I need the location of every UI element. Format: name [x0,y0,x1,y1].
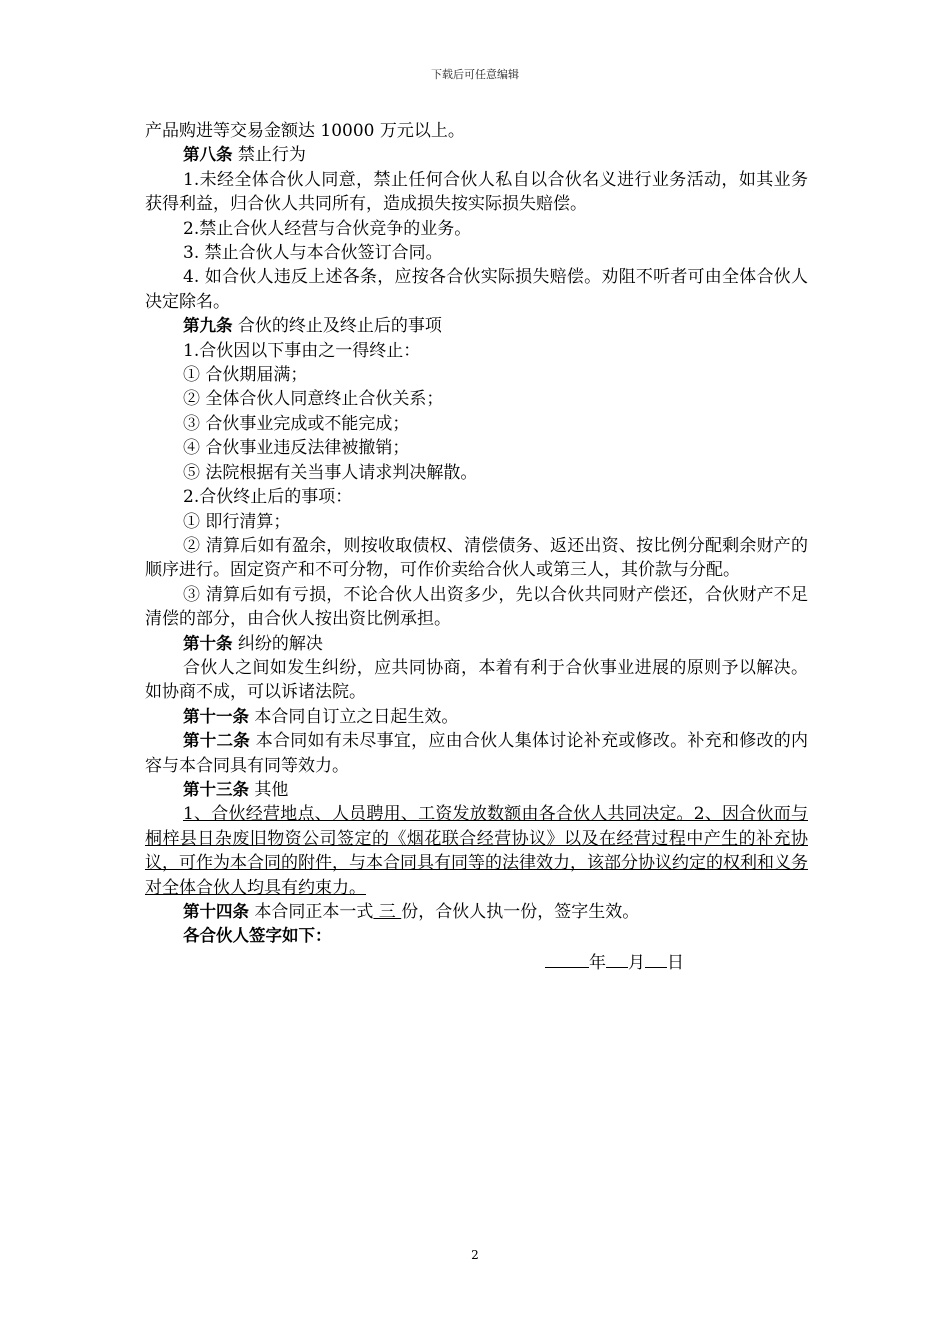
article-9-heading [145,314,808,338]
article-subject: 其他 [249,779,289,800]
list-item: ① 即行清算； [183,511,291,532]
year-blank [545,949,589,968]
day-label: 日 [667,952,684,973]
article-title: 第八条 [183,145,233,165]
paragraph: 产品购进等交易金额达 10000 万元以上。 [145,121,465,141]
article-subject: 合伙的终止及终止后的事项 [232,316,442,337]
article-10-heading [145,632,808,656]
article-11 [145,705,808,729]
article-14 [145,900,808,924]
list-item: ③ 清算后如有亏损，不论合伙人出资多少，先以合伙共同财产偿还，合伙财产不足清偿的部分，由合伙人按出资比例承担。 [145,584,808,630]
article-13-heading [145,778,808,802]
article-text: 本合同自订立之日起生效。 [249,706,459,727]
page-number: 2 [471,1248,479,1262]
list-item: ⑤ 法院根据有关当事人请求判决解散。 [183,462,478,483]
list-item: ③ 合伙事业完成或不能完成； [183,413,410,434]
article-title: 第九条 [183,316,233,336]
article-title: 第十三条 [183,779,249,799]
paragraph: 2.合伙终止后的事项： [183,487,353,508]
list-item: ④ 合伙事业违反法律被撤销； [183,438,410,459]
article-subject: 禁止行为 [232,145,306,166]
underlined-clause: 1、合伙经营地点、人员聘用、工资发放数额由各合伙人共同决定。2、因合伙而与桐梓县日杂废旧物资公司签定的《烟花联合经营协议》以及在经营过程中产生的补充协议，可作为本合同的附件，与本合同具有同等的法律效力，该部分协议约定的权利和义务对全体合伙人均具有约束力。 [145,804,808,898]
copy-count: 三 [373,902,402,922]
article-12 [145,729,808,778]
year-label: 年 [589,952,606,973]
paragraph: 合伙人之间如发生纠纷，应共同协商，本着有利于合伙事业进展的原则予以解决。如协商不成，可以诉诸法院。 [145,657,808,703]
article-8-heading [145,143,808,167]
paragraph: 3. 禁止合伙人与本合伙签订合同。 [183,243,443,264]
article-title: 第十一条 [183,706,249,726]
article-text: 本合同正本一式 [249,902,374,922]
month-label: 月 [628,952,645,973]
article-text: 本合同如有未尽事宜，应由合伙人集体讨论补充或修改。补充和修改的内容与本合同具有同等效力。 [145,731,809,776]
article-text: 份，合伙人执一份，签字生效。 [401,902,640,922]
article-title: 第十二条 [183,731,251,751]
list-item: ② 清算后如有盈余，则按收取债权、清偿债务、返还出资、按比例分配剩余财产的顺序进行。固定资产和不可分物，可作价卖给合伙人或第三人，其价款与分配。 [145,535,808,581]
day-blank [645,949,667,968]
page-header: 下载后可任意编辑 [431,68,519,81]
article-title: 第十四条 [183,902,249,921]
article-title: 第十条 [183,633,233,653]
paragraph: 1.未经全体合伙人同意，禁止任何合伙人私自以合伙名义进行业务活动，如其业务获得利益，归合伙人共同所有，造成损失按实际损失赔偿。 [145,169,808,215]
month-blank [606,949,628,968]
paragraph: 2.禁止合伙人经营与合伙竞争的业务。 [183,218,472,239]
signature-heading: 各合伙人签字如下： [183,926,332,946]
article-subject: 纠纷的解决 [232,633,323,654]
paragraph: 1.合伙因以下事由之一得终止： [183,340,421,361]
document-body [145,119,808,975]
paragraph: 4. 如合伙人违反上述各条，应按各合伙实际损失赔偿。劝阻不听者可由全体合伙人决定除名。 [145,267,808,312]
list-item: ② 全体合伙人同意终止合伙关系； [183,389,444,410]
list-item: ① 合伙期届满； [183,365,308,386]
date-line [145,949,808,975]
